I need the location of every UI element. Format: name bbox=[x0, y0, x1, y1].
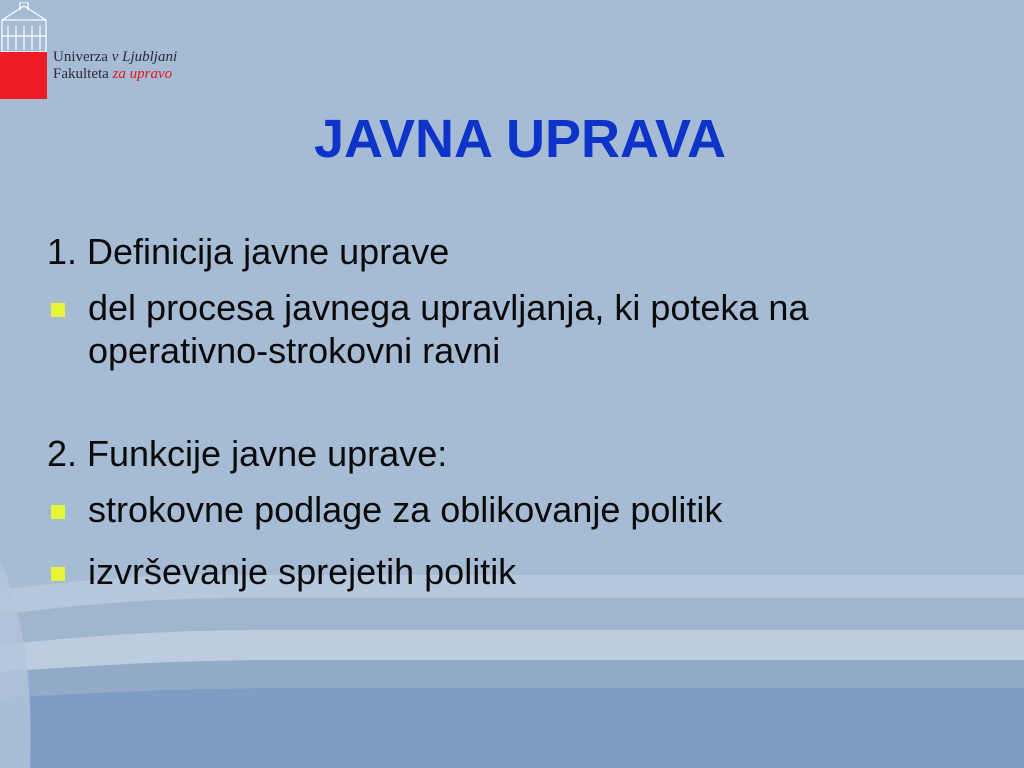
bullet-item bbox=[47, 550, 967, 593]
section-heading-functions: 2. Funkcije javne uprave: bbox=[47, 433, 448, 474]
logo-university-name: Univerza v Ljubljani bbox=[53, 49, 178, 65]
slide-title: JAVNA UPRAVA bbox=[313, 109, 727, 169]
bullet-text: strokovne podlage za oblikovanje politik bbox=[88, 489, 723, 530]
bullet-square-icon bbox=[51, 567, 65, 581]
bullet-item bbox=[47, 286, 967, 372]
bullet-square-icon bbox=[51, 303, 65, 317]
bullet-text: del procesa javnega upravljanja, ki poteka na operativno-strokovni ravni bbox=[88, 287, 809, 371]
bullet-square-icon bbox=[51, 505, 65, 519]
logo-faculty-name: Fakulteta za upravo bbox=[53, 66, 173, 82]
university-logo bbox=[0, 0, 200, 100]
bullet-item bbox=[47, 488, 967, 531]
logo-red-square bbox=[0, 52, 47, 99]
section-heading-definition: 1. Definicija javne uprave bbox=[47, 231, 450, 272]
bullet-text: izvrševanje sprejetih politik bbox=[88, 551, 517, 592]
slide-body bbox=[47, 230, 967, 593]
university-building-icon bbox=[0, 2, 48, 52]
